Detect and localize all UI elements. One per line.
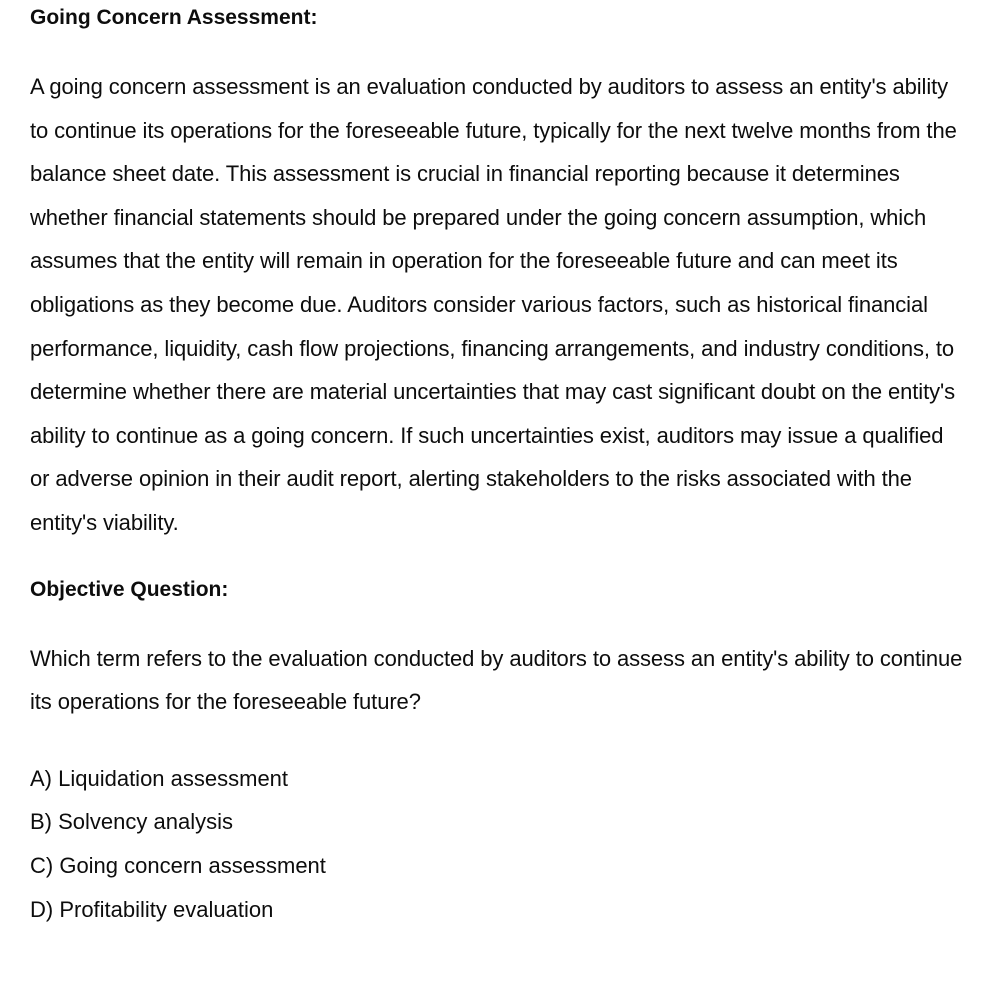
section-heading-going-concern: Going Concern Assessment: xyxy=(30,6,318,29)
going-concern-paragraph: A going concern assessment is an evaluation conducted by auditors to assess an entity's ability to continue its operations for the foreseeable future, typically for the next twelve months from the balance sheet date. This assessment is crucial in financial reporting because it determines whether financial statements should be prepared under the going concern assumption, which assumes that the entity will remain in operation for the foreseeable future and can meet its obligations as they become due. Auditors consider various factors, such as historical financial performance, liquidity, cash flow projections, financing arrangements, and industry conditions, to determine whether there are material uncertainties that may cast significant doubt on the entity's ability to continue as a going concern. If such uncertainties exist, auditors may issue a qualified or adverse opinion in their audit report, alerting stakeholders to the risks associated with the entity's viability. xyxy=(30,74,957,535)
option-b: B) Solvency analysis xyxy=(30,809,233,835)
section-heading-objective-question: Objective Question: xyxy=(30,577,229,601)
option-c: C) Going concern assessment xyxy=(30,852,326,878)
document xyxy=(0,3,998,931)
option-a: A) Liquidation assessment xyxy=(30,765,289,791)
question-text: Which term refers to the evaluation conducted by auditors to assess an entity's ability to continue its operations for the foreseeable future? xyxy=(30,645,963,715)
answer-options-list xyxy=(30,757,968,931)
option-d: D) Profitability evaluation xyxy=(30,896,274,922)
